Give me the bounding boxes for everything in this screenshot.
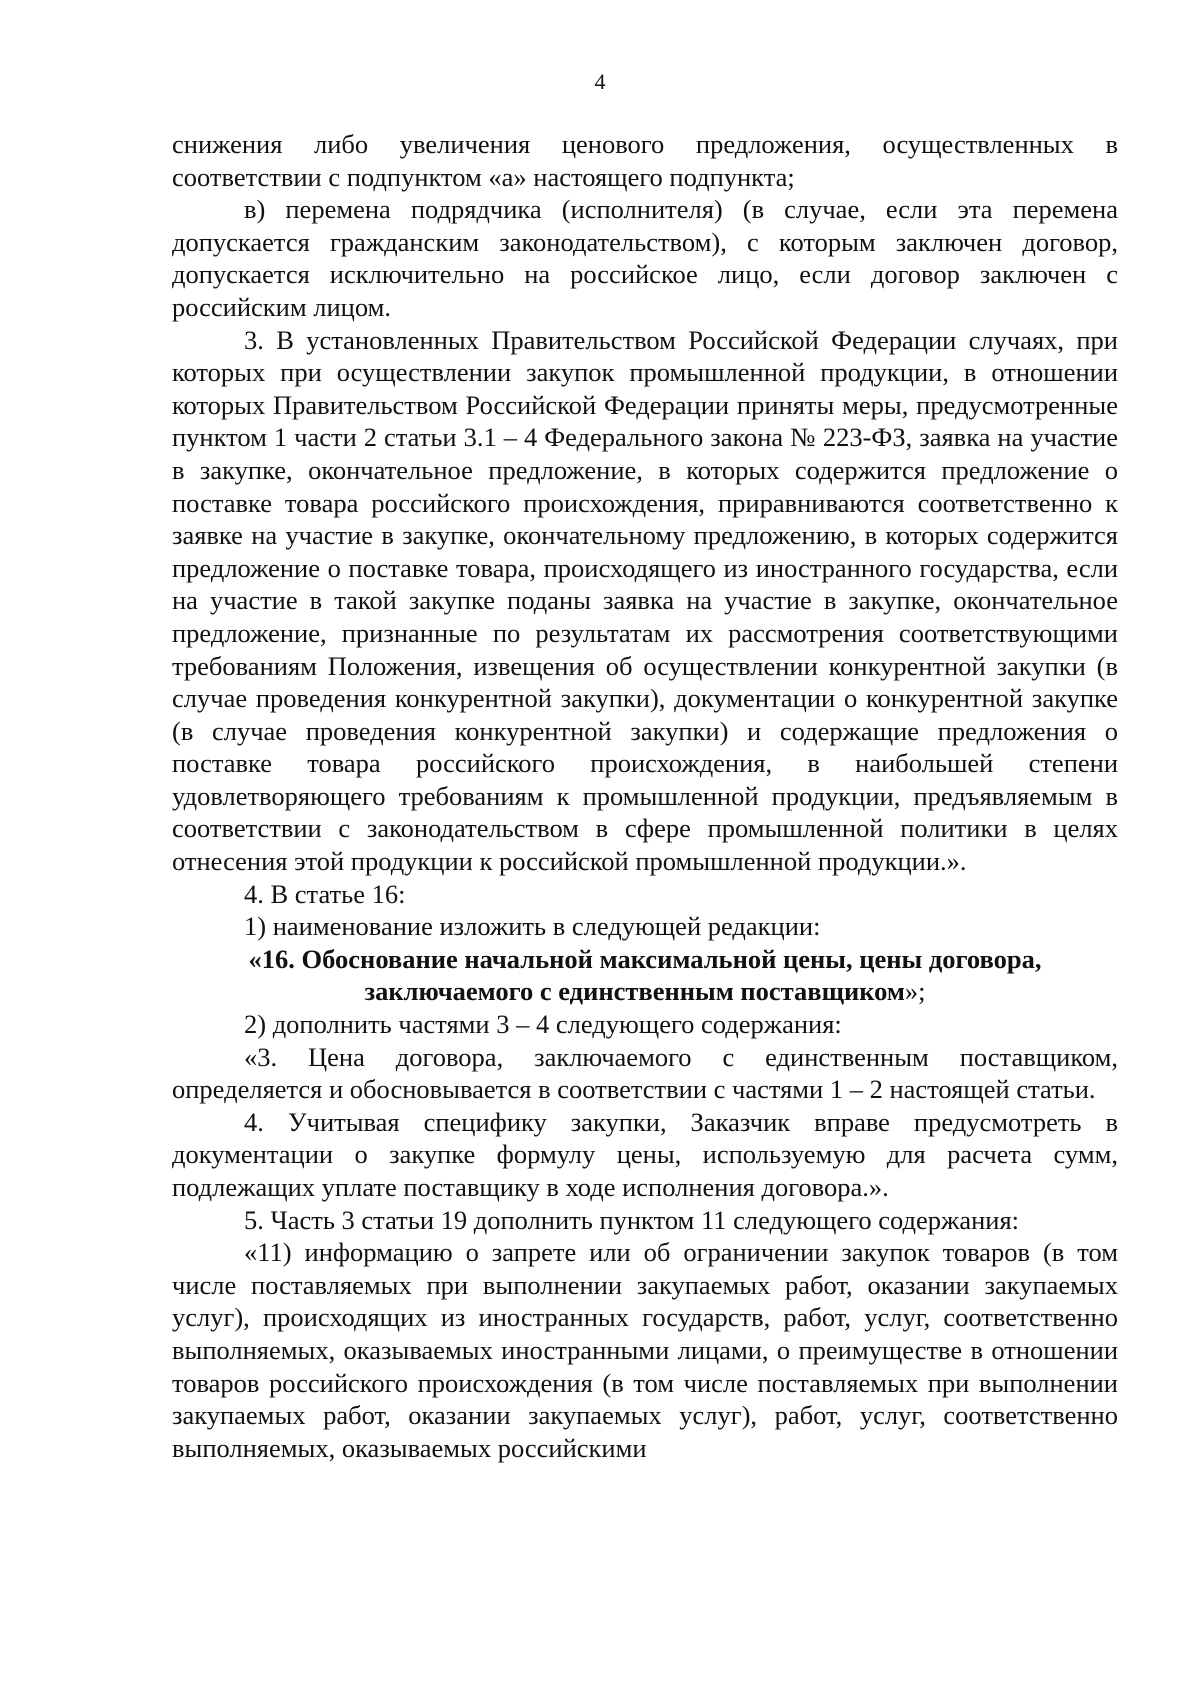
paragraph-point-3: 3. В установленных Правительством Российской Федерации случаях, при которых при осуществлении закупок промышленной продукции, в отношении которых Правительством Российской Федерации приняты меры, предусмотренные пунктом 1 части 2 статьи 3.1 – 4 Федерального закона № 223-ФЗ, заявка на участие в закупке, окончательное предложение, в которых содержится предложение о поставке товара российского происхождения, приравниваются соответственно к заявке на участие в закупке, окончательному предложению, в которых содержится предложение о поставке товара, происходящего из иностранного государства, если на участие в такой закупке поданы заявка на участие в закупке, окончательное предложение, признанные по результатам их рассмотрения соответствующими требованиям Положения, извещения об осуществлении конкурентной закупки (в случае проведения конкурентной закупки), документации о конкурентной закупке (в случае проведения конкурентной закупки) и содержащие предложения о поставке товара российского происхождения, в наибольшей степени удовлетворяющего требованиям к промышленной продукции, предъявляемым в соответствии с законодательством в сфере промышленной политики в целях отнесения этой продукции к российской промышленной продукции.». [172,324,1118,877]
heading-close-quote: »; [904,976,926,1007]
paragraph-point-5: 5. Часть 3 статьи 19 дополнить пунктом 11 следующего содержания: [244,1204,1020,1235]
paragraph-part-4: 4. Учитывая специфику закупки, Заказчик вправе предусмотреть в документации о закупке формулу цены, используемую для расчета сумм, подлежащих уплате поставщику в ходе исполнения договора.». [172,1106,1118,1202]
paragraph-subitem-1: 1) наименование изложить в следующей редакции: [244,911,821,942]
paragraph-continuation: снижения либо увеличения ценового предложения, осуществленных в соответствии с подпунктом «а» настоящего подпункта; [172,129,1118,192]
article-16-new-title [172,943,1118,1008]
heading-open-quote: « [248,943,262,974]
paragraph-item-v: в) перемена подрядчика (исполнителя) (в случае, если эта перемена допускается гражданским законодательством), с которым заключен договор, допускается исключительно на российское лицо, если договор заключен с российским лицом. [172,194,1118,322]
paragraph-part-3: «3. Цена договора, заключаемого с единственным поставщиком, определяется и обосновывается в соответствии с частями 1 – 2 настоящей статьи. [172,1041,1118,1105]
paragraph-item-11: «11) информацию о запрете или об ограничении закупок товаров (в том числе поставляемых при выполнении закупаемых работ, оказании закупаемых услуг), происходящих из иностранных государств, работ, услуг, соответственно выполняемых, оказываемых иностранными лицами, о преимуществе в отношении товаров российского происхождения (в том числе поставляемых при выполнении закупаемых работ, оказании закупаемых услуг), работ, услуг, соответственно выполняемых, оказываемых российскими [172,1237,1118,1463]
paragraph-subitem-2: 2) дополнить частями 3 – 4 следующего содержания: [244,1009,842,1040]
document-body [172,128,1118,1464]
heading-bold-text: 16. Обоснование начальной максимальной цены, цены договора, заключаемого с единственным поставщиком [261,943,1042,1007]
page-number: 4 [594,69,606,94]
paragraph-point-4: 4. В статье 16: [244,878,406,909]
